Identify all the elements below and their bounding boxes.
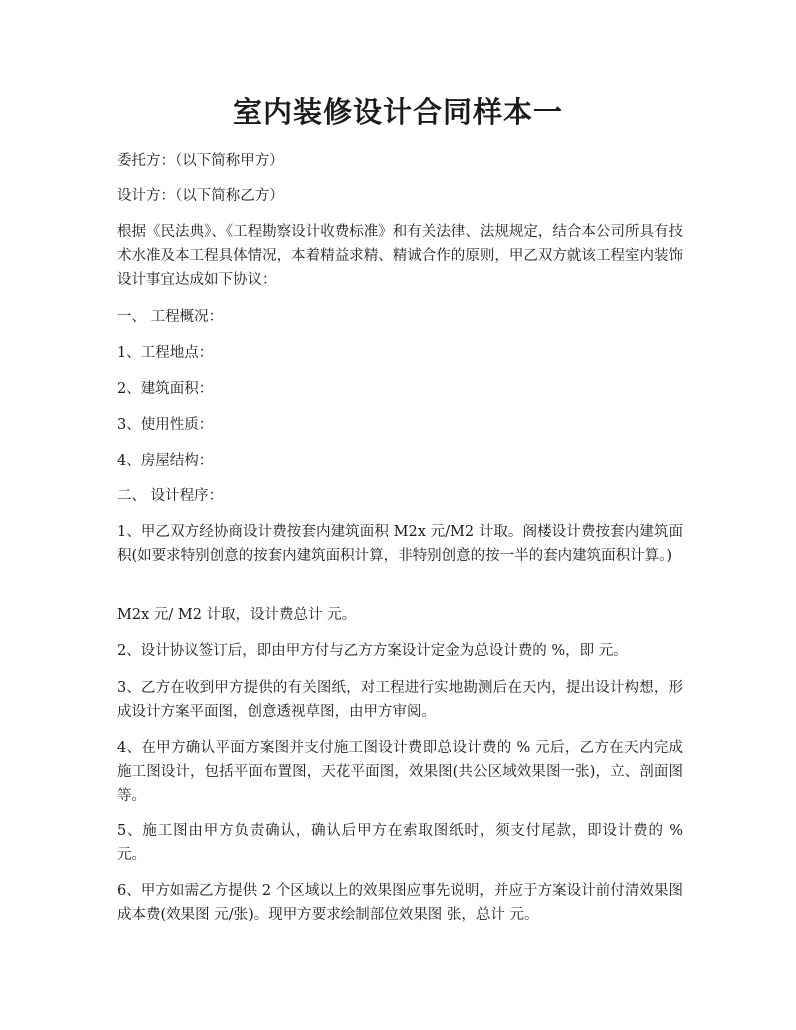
procedure-item-1-fee-total: M2x 元/ M2 计取，设计费总计 元。	[117, 607, 357, 623]
document-title: 室内装修设计合同样本一	[232, 95, 563, 129]
project-location-line: 1、工程地点：	[117, 345, 214, 361]
designer-line: 设计方：（以下简称乙方）	[117, 188, 284, 204]
section-heading-project-overview: 一、 工程概况：	[117, 309, 224, 325]
usage-type-line: 3、使用性质：	[117, 417, 214, 433]
section-heading-design-procedure: 二、 设计程序：	[117, 488, 224, 504]
building-area-line: 2、建筑面积：	[117, 381, 214, 397]
procedure-item-3: 3、乙方在收到甲方提供的有关图纸，对工程进行实地勘测后在天内，提出设计构想，形成设计方案平面图，创意透视草图，由甲方审阅。	[117, 680, 683, 720]
procedure-item-1: 1、甲乙双方经协商设计费按套内建筑面积 M2x 元/M2 计取。阁楼设计费按套内建筑面积(如要求特别创意的按套内建筑面积计算，非特别创意的按一半的套内建筑面积计算。)	[117, 524, 683, 564]
preamble-paragraph: 根据《民法典》、《工程勘察设计收费标准》和有关法律、法规规定，结合本公司所具有技术水准及本工程具体情况，本着精益求精、精诚合作的原则，甲乙双方就该工程室内装饰设计事宜达成如下协议：	[117, 224, 683, 288]
procedure-item-2: 2、设计协议签订后，即由甲方付与乙方方案设计定金为总设计费的 %，即 元。	[117, 643, 628, 659]
procedure-item-5: 5、施工图由甲方负责确认，确认后甲方在索取图纸时，须支付尾款，即设计费的 % 元。	[117, 823, 683, 863]
procedure-item-6: 6、甲方如需乙方提供 2 个区域以上的效果图应事先说明，并应于方案设计前付清效果图成本费(效果图 元/张)。现甲方要求绘制部位效果图 张，总计 元。	[117, 883, 683, 923]
client-line: 委托方：（以下简称甲方）	[117, 153, 284, 169]
procedure-item-4: 4、在甲方确认平面方案图并支付施工图设计费即总设计费的 % 元后，乙方在天内完成施工图设计，包括平面布置图，天花平面图，效果图(共公区域效果图一张)，立、剖面图等。	[117, 740, 683, 804]
building-structure-line: 4、房屋结构：	[117, 453, 214, 469]
